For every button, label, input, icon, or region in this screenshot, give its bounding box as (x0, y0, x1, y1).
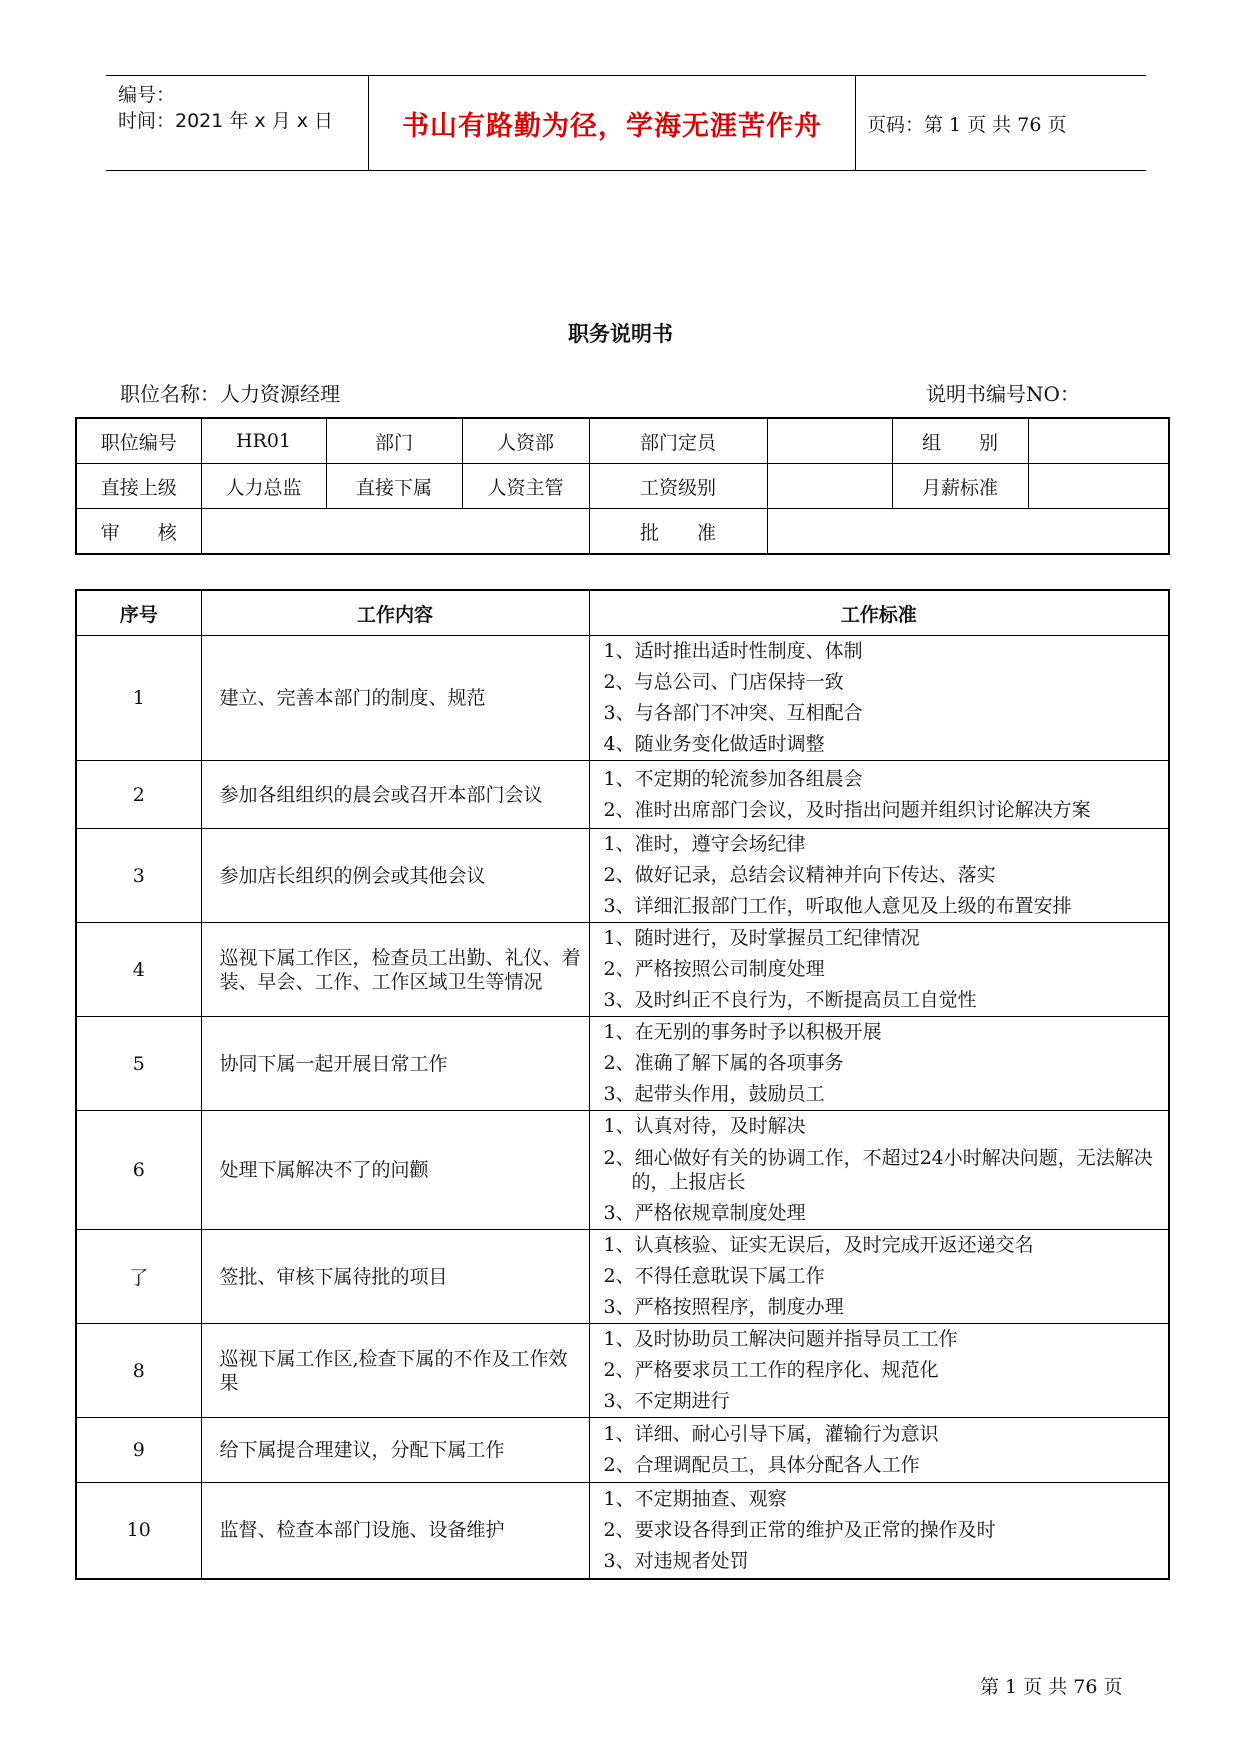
row-work-content: 监督、检查本部门设施、设备维护 (201, 1483, 589, 1579)
row-number: 5 (76, 1017, 201, 1111)
standard-item: 2、要求设各得到正常的维护及正常的操作及时 (603, 1518, 996, 1541)
standard-item: 1、详细、耐心引导下属，灌输行为意识 (603, 1423, 939, 1445)
row-number: 2 (76, 761, 201, 829)
row-work-content: 参加各组组织的晨会或召开本部门会议 (201, 761, 589, 829)
headcount-label: 部门定员 (589, 418, 767, 464)
standard-item: 1、随时进行，及时掌握员工纪律情况 (603, 927, 920, 949)
standard-item: 2、细心做好有关的协调工作，不超过24小时解决问题，无法解决的，上报店长 (603, 1147, 1153, 1193)
standard-item: 1、认真核验、证实无误后，及时完成开返还递交名 (603, 1234, 1034, 1256)
standard-item: 2、做好记录，总结会议精神并向下传达、落实 (603, 864, 996, 886)
monthly-salary-label: 月薪标准 (892, 464, 1028, 509)
row-number: 8 (76, 1324, 201, 1418)
standard-item: 1、适时推出适时性制度、体制 (603, 640, 863, 662)
row-work-content: 给下属提合理建议，分配下属工作 (201, 1418, 589, 1483)
page-header (106, 75, 1146, 171)
row-number: 4 (76, 923, 201, 1017)
direct-subordinate-label: 直接下属 (326, 464, 462, 509)
standard-item: 1、认真对待，及时解决 (603, 1115, 806, 1137)
review-value (201, 509, 589, 555)
row-number: 了 (76, 1230, 201, 1324)
row-work-standards (589, 1483, 1169, 1579)
standard-item: 2、严格按照公司制度处理 (603, 958, 825, 980)
table-row (76, 923, 1169, 1017)
info-row-3 (76, 509, 1169, 555)
standard-item: 3、及时纠正不良行为，不断提高员工自觉性 (603, 989, 977, 1011)
table-row (76, 636, 1169, 761)
position-name: 职位名称：人力资源经理 (120, 382, 340, 406)
row-work-content: 处理下属解决不了的问颧 (201, 1111, 589, 1230)
table-row (76, 1418, 1169, 1483)
position-code-value: HR01 (201, 418, 326, 464)
standard-item: 1、准时，遵守会场纪律 (603, 833, 806, 855)
table-row (76, 1230, 1169, 1324)
monthly-salary-value (1028, 464, 1169, 509)
row-number: 3 (76, 829, 201, 923)
salary-grade-value (767, 464, 892, 509)
page-footer: 第 1 页 共 76 页 (980, 1676, 1123, 1698)
standard-item: 4、随业务变化做适时调整 (603, 733, 825, 755)
standard-item: 3、严格按照程序，制度办理 (603, 1296, 844, 1318)
page-title: 职务说明书 (568, 321, 673, 346)
document-number-label: 编号： (118, 84, 176, 106)
row-number: 10 (76, 1483, 201, 1579)
row-work-standards (589, 761, 1169, 829)
document-time: 时间：2021 年 x 月 x 日 (118, 110, 334, 132)
row-work-standards (589, 1111, 1169, 1230)
header-motto: 书山有路勤为径，学海无涯苦作舟 (402, 111, 822, 142)
standard-item: 1、在无别的事务时予以积极开展 (603, 1021, 882, 1043)
position-code-label: 职位编号 (76, 418, 201, 464)
header-motto-cell (368, 76, 856, 170)
row-work-standards (589, 923, 1169, 1017)
row-work-standards (589, 1017, 1169, 1111)
row-number: 6 (76, 1111, 201, 1230)
row-work-standards (589, 1324, 1169, 1418)
standard-item: 2、准时出席部门会议，及时指出问题并组织讨论解决方案 (603, 798, 1091, 821)
row-work-content: 签批、审核下属待批的项目 (201, 1230, 589, 1324)
position-info-table (75, 417, 1170, 555)
standard-item: 2、准确了解下属的各项事务 (603, 1052, 844, 1074)
standard-item: 2、严格要求员工工作的程序化、规范化 (603, 1359, 939, 1381)
row-number: 9 (76, 1418, 201, 1483)
table-row (76, 1111, 1169, 1230)
header-page-info: 页码：第 1 页 共 76 页 (867, 114, 1067, 136)
group-value (1028, 418, 1169, 464)
department-value: 人资部 (462, 418, 589, 464)
row-work-content: 巡视下属工作区,检查下属的不作及工作效果 (201, 1324, 589, 1418)
standard-item: 3、详细汇报部门工作，听取他人意见及上级的布置安排 (603, 895, 1072, 917)
table-row (76, 761, 1169, 829)
standard-item: 2、与总公司、门店保持一致 (603, 671, 844, 693)
duty-table (75, 589, 1170, 1580)
direct-superior-value: 人力总监 (201, 464, 326, 509)
row-number: 1 (76, 636, 201, 761)
group-label: 组 别 (892, 418, 1028, 464)
info-row-1 (76, 418, 1169, 464)
table-row (76, 1324, 1169, 1418)
table-row (76, 1017, 1169, 1111)
row-work-standards (589, 1418, 1169, 1483)
row-work-standards (589, 636, 1169, 761)
approval-label: 批 准 (589, 509, 767, 555)
approval-value (767, 509, 1169, 555)
row-work-content: 参加店长组织的例会或其他会议 (201, 829, 589, 923)
standard-item: 2、不得任意耽误下属工作 (603, 1265, 825, 1287)
department-label: 部门 (326, 418, 462, 464)
column-header-content: 工作内容 (201, 590, 589, 636)
column-header-standard: 工作标准 (589, 590, 1169, 636)
header-page-cell (855, 76, 1146, 170)
standard-item: 3、与各部门不冲突、互相配合 (603, 702, 863, 724)
review-label: 审 核 (76, 509, 201, 555)
standard-item: 3、对违规者处罚 (603, 1549, 749, 1572)
duty-table-header (76, 590, 1169, 636)
row-work-standards (589, 1230, 1169, 1324)
standard-item: 2、合理调配员工，具体分配各人工作 (603, 1454, 920, 1476)
header-left-cell (106, 76, 368, 170)
standard-item: 1、及时协助员工解决问题并指导员工工作 (603, 1328, 958, 1350)
salary-grade-label: 工资级别 (589, 464, 767, 509)
standard-item: 1、不定期抽查、观察 (603, 1487, 787, 1510)
doc-number-label: 说明书编号NO： (926, 382, 1080, 406)
standard-item: 1、不定期的轮流参加各组晨会 (603, 767, 863, 790)
standard-item: 3、严格依规章制度处理 (603, 1202, 806, 1224)
info-row-2 (76, 464, 1169, 509)
headcount-value (767, 418, 892, 464)
direct-superior-label: 直接上级 (76, 464, 201, 509)
row-work-content: 建立、完善本部门的制度、规范 (201, 636, 589, 761)
table-row (76, 1483, 1169, 1579)
row-work-content: 协同下属一起开展日常工作 (201, 1017, 589, 1111)
standard-item: 3、起带头作用，鼓励员工 (603, 1083, 825, 1105)
row-work-standards (589, 829, 1169, 923)
standard-item: 3、不定期进行 (603, 1390, 730, 1412)
row-work-content: 巡视下属工作区，检查员工出勤、礼仪、着装、早会、工作、工作区域卫生等情况 (201, 923, 589, 1017)
direct-subordinate-value: 人资主管 (462, 464, 589, 509)
table-row (76, 829, 1169, 923)
column-header-number: 序号 (76, 590, 201, 636)
